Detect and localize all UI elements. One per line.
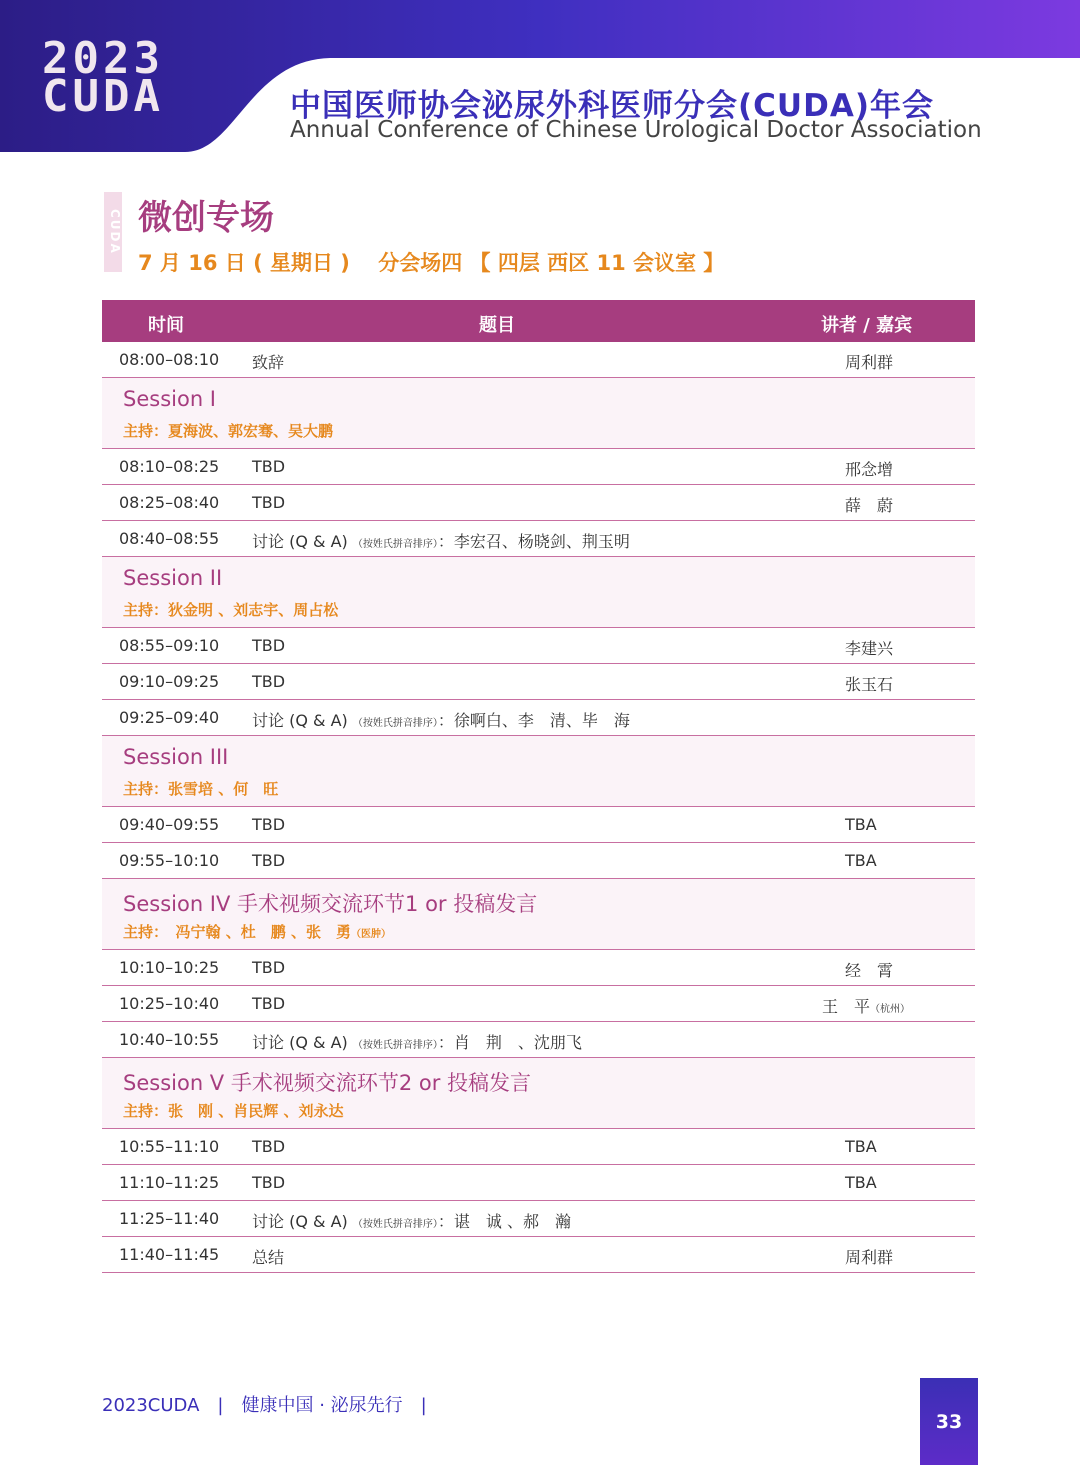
row-time: 10:25–10:40 xyxy=(119,994,220,1013)
row-topic xyxy=(252,994,285,1013)
table-row xyxy=(102,1201,975,1237)
moderator-names: 主持： 冯宁翰 、杜 鹏 、张 勇 xyxy=(123,923,351,941)
row-topic xyxy=(252,958,285,977)
conference-title-cn: 中国医师协会泌尿外科医师分会(CUDA)年会 xyxy=(290,88,934,124)
table-row xyxy=(102,1165,975,1201)
row-time: 10:10–10:25 xyxy=(119,958,220,977)
topic-text: TBD xyxy=(252,1137,286,1156)
row-topic xyxy=(252,708,630,731)
speaker-name: 王 平 xyxy=(822,997,871,1016)
topic-text: TBD xyxy=(252,958,286,977)
row-topic xyxy=(252,1173,285,1192)
session-header xyxy=(102,557,975,628)
table-row xyxy=(102,628,975,664)
section-title: 微创专场 xyxy=(138,198,274,238)
row-speaker xyxy=(845,457,893,480)
footer-text: 2023CUDA | 健康中国 · 泌尿先行 | xyxy=(102,1395,427,1416)
topic-text: TBD xyxy=(252,636,286,655)
table-row xyxy=(102,1237,975,1273)
row-speaker xyxy=(845,1173,877,1192)
topic-text: 讨论 (Q & A) xyxy=(252,1033,348,1052)
row-speaker xyxy=(845,1245,893,1268)
row-time: 08:40–08:55 xyxy=(119,529,220,548)
section-tab-text: CUDA xyxy=(108,209,122,255)
row-speaker xyxy=(845,350,893,373)
table-body xyxy=(102,342,975,1273)
row-speaker xyxy=(822,994,910,1017)
topic-text: 致辞 xyxy=(252,353,285,372)
schedule-table xyxy=(102,300,975,1273)
row-speaker xyxy=(845,815,877,834)
row-time: 08:25–08:40 xyxy=(119,493,220,512)
row-time: 11:25–11:40 xyxy=(119,1209,220,1228)
session-header xyxy=(102,378,975,449)
topic-text: 讨论 (Q & A) xyxy=(252,1212,348,1231)
topic-text: TBD xyxy=(252,493,286,512)
row-speaker xyxy=(845,672,893,695)
discussion-panel: ：徐啊白、李 清、毕 海 xyxy=(437,711,630,730)
session-header xyxy=(102,736,975,807)
row-time: 09:55–10:10 xyxy=(119,851,220,870)
row-topic xyxy=(252,636,285,655)
speaker-note: （杭州） xyxy=(870,1004,911,1015)
row-time: 08:10–08:25 xyxy=(119,457,220,476)
speaker-name: TBA xyxy=(845,851,877,870)
discussion-sort-note: （按姓氏拼音排序） xyxy=(352,1040,438,1051)
topic-text: TBD xyxy=(252,1173,286,1192)
row-speaker xyxy=(845,493,893,516)
moderator-names: 主持：夏海波、郭宏骞、吴大鹏 xyxy=(123,422,334,440)
row-topic xyxy=(252,350,284,373)
speaker-name: 李建兴 xyxy=(845,639,894,658)
row-time: 08:55–09:10 xyxy=(119,636,220,655)
moderator-names: 主持：狄金明 、刘志宇、周占松 xyxy=(123,601,339,619)
section-subtitle: 7 月 16 日 ( 星期日 ) 分会场四 【 四层 西区 11 会议室 】 xyxy=(138,251,725,275)
moderator-names: 主持：张 刚 、肖民辉 、刘永达 xyxy=(123,1102,344,1120)
row-topic xyxy=(252,457,285,476)
table-row xyxy=(102,485,975,521)
speaker-name: TBA xyxy=(845,815,877,834)
topic-text: TBD xyxy=(252,815,286,834)
row-speaker xyxy=(845,636,893,659)
topic-text: TBD xyxy=(252,672,286,691)
row-topic xyxy=(252,529,630,552)
discussion-sort-note: （按姓氏拼音排序） xyxy=(352,1219,438,1230)
row-time: 11:10–11:25 xyxy=(119,1173,220,1192)
topic-text: TBD xyxy=(252,851,286,870)
row-topic xyxy=(252,851,285,870)
topic-text: TBD xyxy=(252,994,286,1013)
session-name: Session II xyxy=(123,566,223,590)
speaker-name: 邢念增 xyxy=(845,460,894,479)
header-speaker: 讲者 / 嘉宾 xyxy=(821,315,913,336)
row-speaker xyxy=(845,1137,877,1156)
table-row xyxy=(102,1022,975,1058)
row-time: 09:40–09:55 xyxy=(119,815,220,834)
row-time: 10:40–10:55 xyxy=(119,1030,220,1049)
speaker-name: TBA xyxy=(845,1173,877,1192)
speaker-name: 薛 蔚 xyxy=(845,496,894,515)
table-row xyxy=(102,950,975,986)
speaker-name: 周利群 xyxy=(845,1248,894,1267)
row-topic xyxy=(252,1030,582,1053)
session-moderators xyxy=(123,921,391,942)
session-name: Session V 手术视频交流环节2 or 投稿发言 xyxy=(123,1071,532,1095)
session-name: Session I xyxy=(123,387,216,411)
discussion-panel: ：肖 荆 、沈朋飞 xyxy=(437,1033,582,1052)
session-header xyxy=(102,879,975,950)
row-time: 09:25–09:40 xyxy=(119,708,220,727)
discussion-panel: ：谌 诚 、郝 瀚 xyxy=(437,1212,571,1231)
discussion-sort-note: （按姓氏拼音排序） xyxy=(352,539,438,550)
row-speaker xyxy=(845,851,877,870)
row-topic xyxy=(252,672,285,691)
table-header xyxy=(102,300,975,342)
topic-text: TBD xyxy=(252,457,286,476)
moderator-note: （医肿） xyxy=(350,929,391,940)
row-time: 10:55–11:10 xyxy=(119,1137,220,1156)
row-topic xyxy=(252,493,285,512)
page-header xyxy=(0,0,1080,152)
row-topic xyxy=(252,1245,284,1268)
speaker-name: TBA xyxy=(845,1137,877,1156)
conference-title-en: Annual Conference of Chinese Urological Doctor Association xyxy=(290,117,982,143)
row-topic xyxy=(252,1209,571,1232)
table-row xyxy=(102,807,975,843)
row-speaker xyxy=(845,958,893,981)
table-row xyxy=(102,521,975,557)
speaker-name: 周利群 xyxy=(845,353,894,372)
row-time: 09:10–09:25 xyxy=(119,672,220,691)
row-time: 08:00–08:10 xyxy=(119,350,220,369)
session-name: Session III xyxy=(123,745,229,769)
row-topic xyxy=(252,1137,285,1156)
table-row xyxy=(102,700,975,736)
table-row xyxy=(102,342,975,378)
topic-text: 总结 xyxy=(252,1248,285,1267)
row-time: 11:40–11:45 xyxy=(119,1245,220,1264)
row-topic xyxy=(252,815,285,834)
discussion-panel: ：李宏召、杨晓剑、荆玉明 xyxy=(437,532,630,551)
topic-text: 讨论 (Q & A) xyxy=(252,711,348,730)
topic-text: 讨论 (Q & A) xyxy=(252,532,348,551)
header-time: 时间 xyxy=(148,315,184,336)
speaker-name: 张玉石 xyxy=(845,675,894,694)
table-row xyxy=(102,843,975,879)
session-name: Session IV 手术视频交流环节1 or 投稿发言 xyxy=(123,892,538,916)
table-row xyxy=(102,449,975,485)
speaker-name: 经 霄 xyxy=(845,961,894,980)
page-number: 33 xyxy=(920,1378,978,1465)
table-row xyxy=(102,664,975,700)
session-moderators xyxy=(123,420,333,441)
moderator-names: 主持：张雪培 、何 旺 xyxy=(123,780,279,798)
table-row xyxy=(102,986,975,1022)
session-moderators xyxy=(123,599,338,620)
session-moderators xyxy=(123,1100,343,1121)
cuda-logo xyxy=(42,33,202,122)
session-header xyxy=(102,1058,975,1129)
table-row xyxy=(102,1129,975,1165)
logo-year: 2023 xyxy=(42,33,164,84)
header-topic: 题目 xyxy=(479,315,515,336)
logo-name: CUDA xyxy=(42,71,164,122)
session-moderators xyxy=(123,778,278,799)
discussion-sort-note: （按姓氏拼音排序） xyxy=(352,718,438,729)
